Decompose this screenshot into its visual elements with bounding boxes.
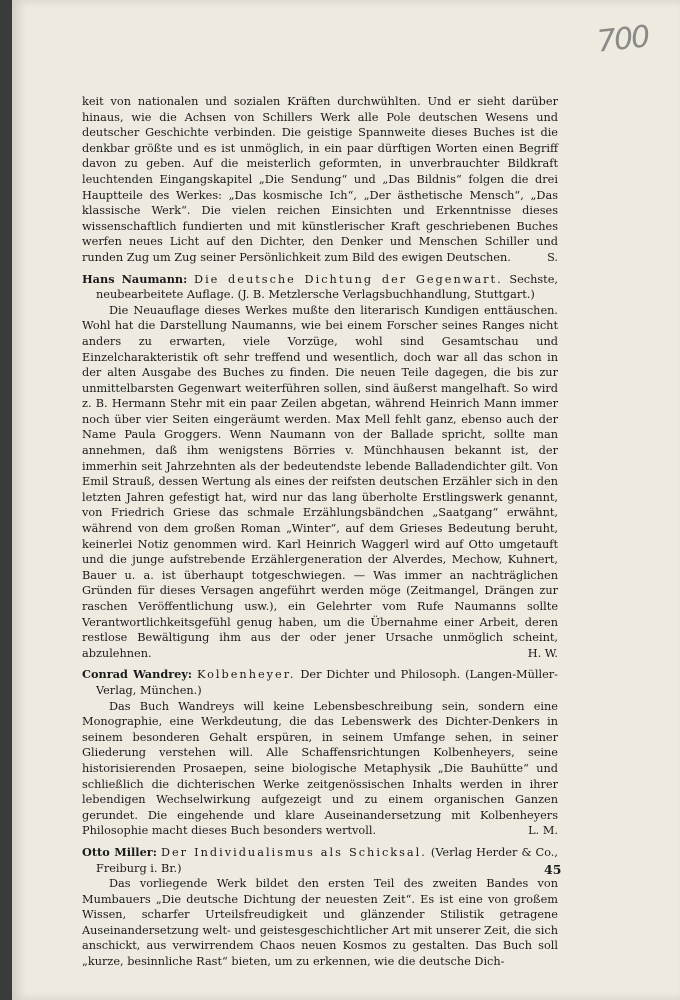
review-title: Kolbenheyer. [196, 668, 296, 682]
review-details: (Verlag Herder & Co., Freiburg i. Br.) [96, 845, 558, 875]
review-signature: H. W. [527, 646, 558, 660]
review-header [82, 272, 558, 303]
review-body [82, 699, 558, 839]
pencil-page-note: 700 [595, 19, 650, 60]
review-body-text: Das Buch Wandreys will keine Lebensbeschreibung sein, sondern eine Monographie, eine Werkdeutung, die das Lebenswerk des Dichter-Denkers in seinem besonderen Gehalt erspüren, in seinem Umfange sehen, in seiner Gliederung verstehen will. Alle Schaffensrichtungen Kolbenheyers, seine historisierenden Prosaepen, seine biologische Metaphysik „Die Bauhütte“ und schließlich die dichterischen Werke zeitgenössischen Inhalts werden in ihrer lebendigen Wechselwirkung aufgezeigt und zu einem organischen Ganzen gerundet. Die eingehende und klare Auseinandersetzung mit Kolbenheyers Philosophie macht dieses Buch besonders wertvoll. [82, 699, 558, 838]
review-signature: S. [547, 250, 558, 264]
review-author: Conrad Wandrey: [82, 667, 193, 682]
review-body [82, 303, 558, 662]
review-details: Sechste, neubearbeitete Auflage. (J. B. Metzlersche Verlagsbuchhandlung, Stuttgart.) [96, 272, 558, 302]
review-header [82, 667, 558, 698]
review-intro-body [82, 94, 558, 266]
review-title: Der Individualismus als Schicksal. [160, 845, 427, 859]
page-number: 45 [544, 862, 562, 877]
review-author: Hans Naumann: [82, 271, 188, 286]
review-signature: L. M. [528, 824, 558, 838]
review-title: Die deutsche Dichtung der Gegenwart. [194, 272, 503, 286]
review-body-text: Das vorliegende Werk bildet den ersten Teil des zweiten Bandes von Mumbauers „Die deutsche Dichtung der neuesten Zeit“. Es ist eine von großem Wissen, scharfer Urteilsfreudigkeit und glänzender Stilistik getragene Auseinandersetzung welt- und geistesgeschichtlicher Art mit unserer Zeit, die sich anschickt, aus verwirrendem Chaos neuen Kosmos zu gestalten. Das Buch soll „kurze, besinnliche Rast“ bieten, um zu erkennen, wie die deutsche Dich- [82, 877, 558, 969]
review-body [82, 876, 558, 970]
book-page [12, 0, 680, 1000]
review-header [82, 845, 558, 876]
page-text [82, 94, 558, 970]
review-body-text: Die Neuauflage dieses Werkes mußte den literarisch Kundigen enttäuschen. Wohl hat die Darstellung Naumanns, wie bei einem Forscher seines Ranges nicht anders zu erwarten, viele Vorzüge, wohl sind Gesamtschau und Einzelcharakteristik oft sehr treffend und wesentlich, doch war all das schon in der alten Ausgabe des Buches zu finden. Die neuen Teile dagegen, die bis zur unmittelbarsten Gegenwart weiterführen sollen, sind äußerst mangelhaft. So wird z. B. Hermann Stehr mit ein paar Zeilen abgetan, während Heinrich Mann immer noch über vier Seiten eingeräumt werden. Max Mell fehlt ganz, ebenso auch der Name Paula Groggers. Wenn Naumann von der Ballade spricht, sollte man annehmen, daß ihm wenigstens Börries v. Münchhausen bekannt ist, der immerhin seit Jahrzehnten als der bedeutendste lebende Balladendichter gilt. Von Emil Strauß, dessen Wertung als eines der reifsten deutschen Erzähler sich in den letzten Jahren gefestigt hat, wird nur das lang überholte Erstlingswerk genannt, von Friedrich Griese das schmale Erzählungsbändchen „Saatgang“ erwähnt, während von dem großen Roman „Winter“, auf dem Grieses Bedeutung beruht, keinerlei Notiz genommen wird. Karl Heinrich Waggerl wird auf Otto umgetauft und die junge aufstrebende Erzählergeneration der Alverdes, Mechow, Kuhnert, Bauer u. a. ist überhaupt totgeschwiegen. — Was immer an nachträglichen Gründen für dieses Versagen angeführt werden möge (Zeitmangel, Drängen zur raschen Veröffentlichung usw.), ein Gelehrter vom Rufe Naumanns sollte Verantwortlichkeitsgefühl genug haben, um die Übernahme einer Arbeit, deren restlose Bewältigung ihm aus der oder jener Ursache unmöglich scheint, abzulehnen. [82, 303, 558, 660]
review-author: Otto Miller: [82, 844, 157, 859]
review-intro-text: keit von nationalen und sozialen Kräften durchwühlten. Und er sieht darüber hinaus, wie die Achsen von Schillers Werk alle Pole deutschen Wesens und deutscher Geschichte verbinden. Die geistige Spannweite dieses Buches ist die denkbar größte und es ist unmöglich, in ein paar dürftigen Worten einen Begriff davon zu geben. Auf die meisterlich geformten, in unverbrauchter Bildkraft leuchtenden Eingangskapitel „Die Sendung“ und „Das Bildnis“ folgen die drei Hauptteile des Werkes: „Das kosmische Ich“, „Der ästhetische Mensch“, „Das klassische Werk“. Die vielen reichen Einsichten und Erkenntnisse dieses wissenschaftlich fundierten und mit künstlerischer Kraft geschriebenen Buches werfen neues Licht auf den Dichter, den Denker und Menschen Schiller und runden Zug um Zug seiner Persönlichkeit zum Bild des ewigen Deutschen. [82, 95, 558, 264]
review-details: Der Dichter und Philosoph. (Langen-Müller-Verlag, München.) [96, 668, 559, 697]
